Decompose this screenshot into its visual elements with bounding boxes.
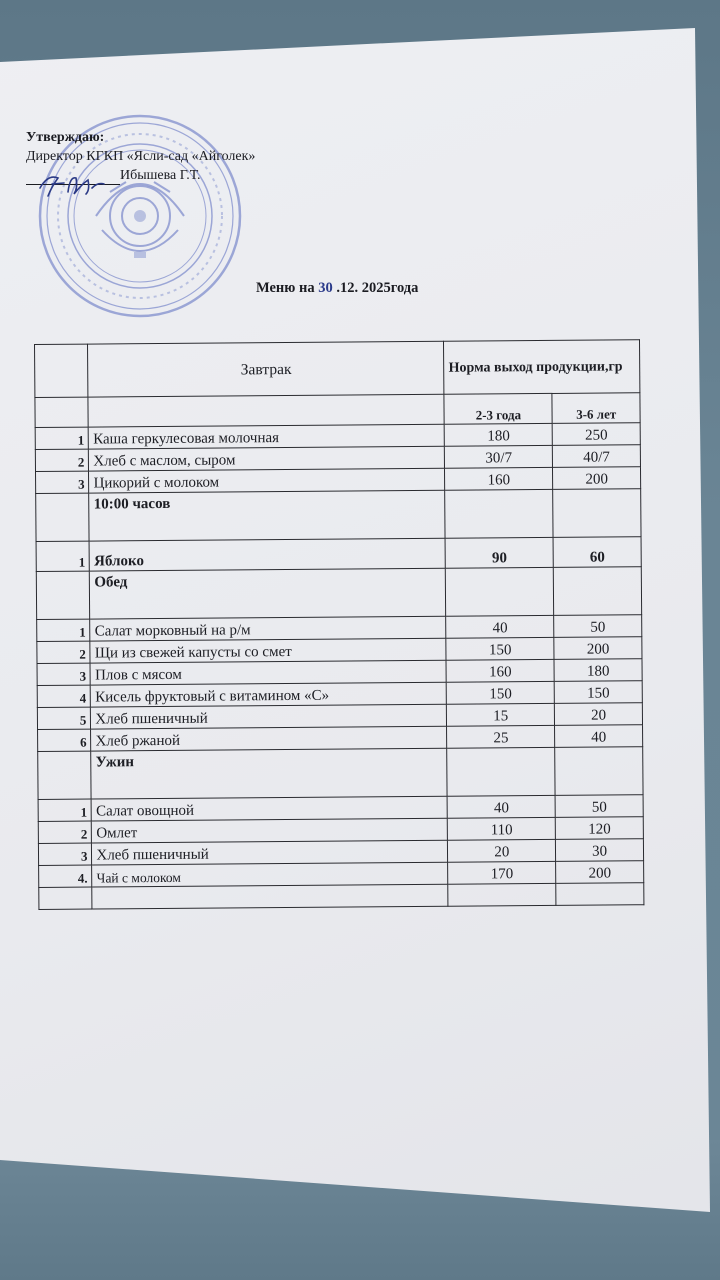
- table-row: 4. Чай с молоком 170 200: [39, 861, 644, 888]
- table-row: 1 Яблоко 90 60: [36, 537, 641, 572]
- director-title: Директор КГКП «Ясли-сад «Айголек»: [26, 149, 256, 164]
- approval-label: Утверждаю:: [26, 130, 105, 145]
- age-2-3-header: 2-3 года: [444, 393, 552, 424]
- dinner-section-title: Ужин: [91, 748, 447, 799]
- table-row: 4 Кисель фруктовый с витамином «С» 150 150: [37, 681, 642, 708]
- table-row: 1 Салат овощной 40 50: [38, 795, 643, 822]
- menu-table: [34, 339, 644, 910]
- table-row: 3 Плов с мясом 160 180: [37, 659, 642, 686]
- table-row: 5 Хлеб пшеничный 15 20: [37, 703, 642, 730]
- title-prefix: Меню на: [256, 280, 315, 296]
- norm-header: Норма выход продукции,гр: [444, 340, 640, 395]
- table-row: 1 Салат морковный на р/м 40 50: [37, 615, 642, 642]
- table-row: 3 Цикорий с молоком 160 200: [36, 467, 641, 494]
- table-row: 2 Омлет 110 120: [38, 817, 643, 844]
- table-row-empty: [39, 883, 644, 910]
- table-row: 2 Хлеб с маслом, сыром 30/7 40/7: [35, 445, 640, 472]
- table-header-row: [35, 340, 640, 398]
- menu-title: [256, 280, 418, 297]
- director-name: Ибышева Г.Т.: [120, 168, 201, 183]
- table-row: 6 Хлеб ржаной 25 40: [38, 725, 643, 752]
- table-row: 3 Хлеб пшеничный 20 30: [38, 839, 643, 866]
- menu-table-wrapper: [34, 339, 646, 910]
- age-3-6-header: 3-6 лет: [552, 393, 640, 424]
- section-row-dinner: [38, 747, 643, 800]
- table-row: 2 Щи из свежей капусты со смет 150 200: [37, 637, 642, 664]
- breakfast-header: Завтрак: [88, 341, 444, 397]
- handwritten-signature: [34, 166, 114, 200]
- snack-section-title: 10:00 часов: [89, 490, 445, 541]
- section-row-snack: [36, 489, 641, 542]
- title-date: .12. 2025года: [336, 280, 419, 296]
- title-day: 30: [318, 280, 333, 296]
- table-row: 1 Каша геркулесовая молочная 180 250: [35, 423, 640, 450]
- lunch-section-title: Обед: [90, 568, 446, 619]
- age-header-row: [35, 393, 640, 428]
- section-row-lunch: [36, 567, 641, 620]
